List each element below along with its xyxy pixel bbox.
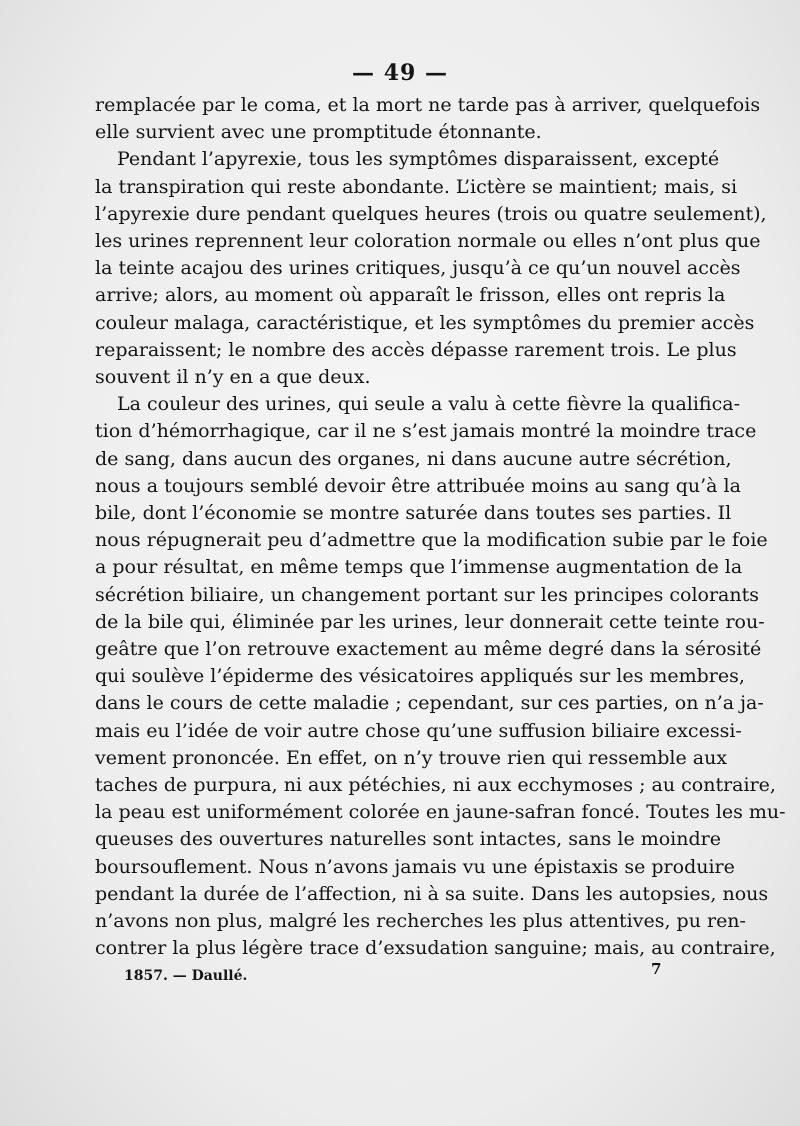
- text-line: dans le cours de cette maladie ; cependant, sur ces parties, on n’a ja-: [95, 692, 764, 715]
- text-line: nous a toujours semblé devoir être attribuée moins au sang qu’à la: [95, 474, 741, 497]
- text-line: queuses des ouvertures naturelles sont intactes, sans le moindre: [95, 828, 721, 851]
- text-line: l’apyrexie dure pendant quelques heures (trois ou quatre seulement),: [95, 202, 767, 225]
- text-line: de la bile qui, éliminée par les urines, leur donnerait cette teinte rou-: [95, 610, 765, 633]
- text-line: la transpiration qui reste abondante. L’ictère se maintient; mais, si: [95, 175, 738, 198]
- text-line: arrive; alors, au moment où apparaît le frisson, elles ont repris la: [95, 284, 726, 307]
- text-line: couleur malaga, caractéristique, et les symptômes du premier accès: [95, 311, 755, 334]
- text-line: n’avons non plus, malgré les recherches les plus attentives, pu ren-: [95, 910, 746, 933]
- text-line: mais eu l’idée de voir autre chose qu’une suffusion biliaire excessi-: [95, 719, 742, 742]
- text-line: vement prononcée. En effet, on n’y trouve rien qui ressemble aux: [95, 746, 728, 769]
- text-line: la peau est uniformément colorée en jaune-safran foncé. Toutes les mu-: [95, 801, 786, 824]
- text-line: les urines reprennent leur coloration normale ou elles n’ont plus que: [95, 230, 761, 253]
- text-line: Pendant l’apyrexie, tous les symptômes disparaissent, excepté: [117, 148, 720, 171]
- text-line: bile, dont l’économie se montre saturée dans toutes ses parties. Il: [95, 502, 732, 525]
- text-line: la teinte acajou des urines critiques, jusqu’à ce qu’un nouvel accès: [95, 257, 741, 280]
- text-line: boursouflement. Nous n’avons jamais vu une épistaxis se produire: [95, 855, 735, 878]
- text-line: geâtre que l’on retrouve exactement au même degré dans la sérosité: [95, 638, 762, 661]
- text-line: sécrétion biliaire, un changement portant sur les principes colorants: [95, 583, 760, 606]
- text-line: qui soulève l’épiderme des vésicatoires appliqués sur les membres,: [95, 665, 745, 688]
- text-line: taches de purpura, ni aux pétéchies, ni aux ecchymoses ; au contraire,: [95, 774, 776, 797]
- text-line: contrer la plus légère trace d’exsudation sanguine; mais, au contraire,: [95, 937, 776, 960]
- signature-mark: 1857. — Daullé.: [124, 968, 248, 984]
- page-number: — 49 —: [352, 60, 448, 86]
- sheet-number: 7: [651, 960, 662, 978]
- text-line: remplacée par le coma, et la mort ne tarde pas à arriver, quelquefois: [95, 94, 761, 116]
- text-line: reparaissent; le nombre des accès dépasse rarement trois. Le plus: [95, 338, 737, 361]
- text-line: tion d’hémorrhagique, car il ne s’est jamais montré la moindre trace: [95, 420, 757, 443]
- text-line: La couleur des urines, qui seule a valu à cette fièvre la qualifica-: [117, 393, 740, 416]
- text-line: a pour résultat, en même temps que l’immense augmentation de la: [95, 556, 743, 579]
- text-line: nous répugnerait peu d’admettre que la modification subie par le foie: [95, 529, 768, 552]
- body-text: [95, 92, 786, 963]
- text-line: pendant la durée de l’affection, ni à sa suite. Dans les autopsies, nous: [95, 882, 769, 905]
- text-line: de sang, dans aucun des organes, ni dans aucune autre sécrétion,: [95, 447, 732, 470]
- text-line: souvent il n’y en a que deux.: [95, 366, 371, 389]
- text-line: elle survient avec une promptitude étonnante.: [95, 121, 542, 144]
